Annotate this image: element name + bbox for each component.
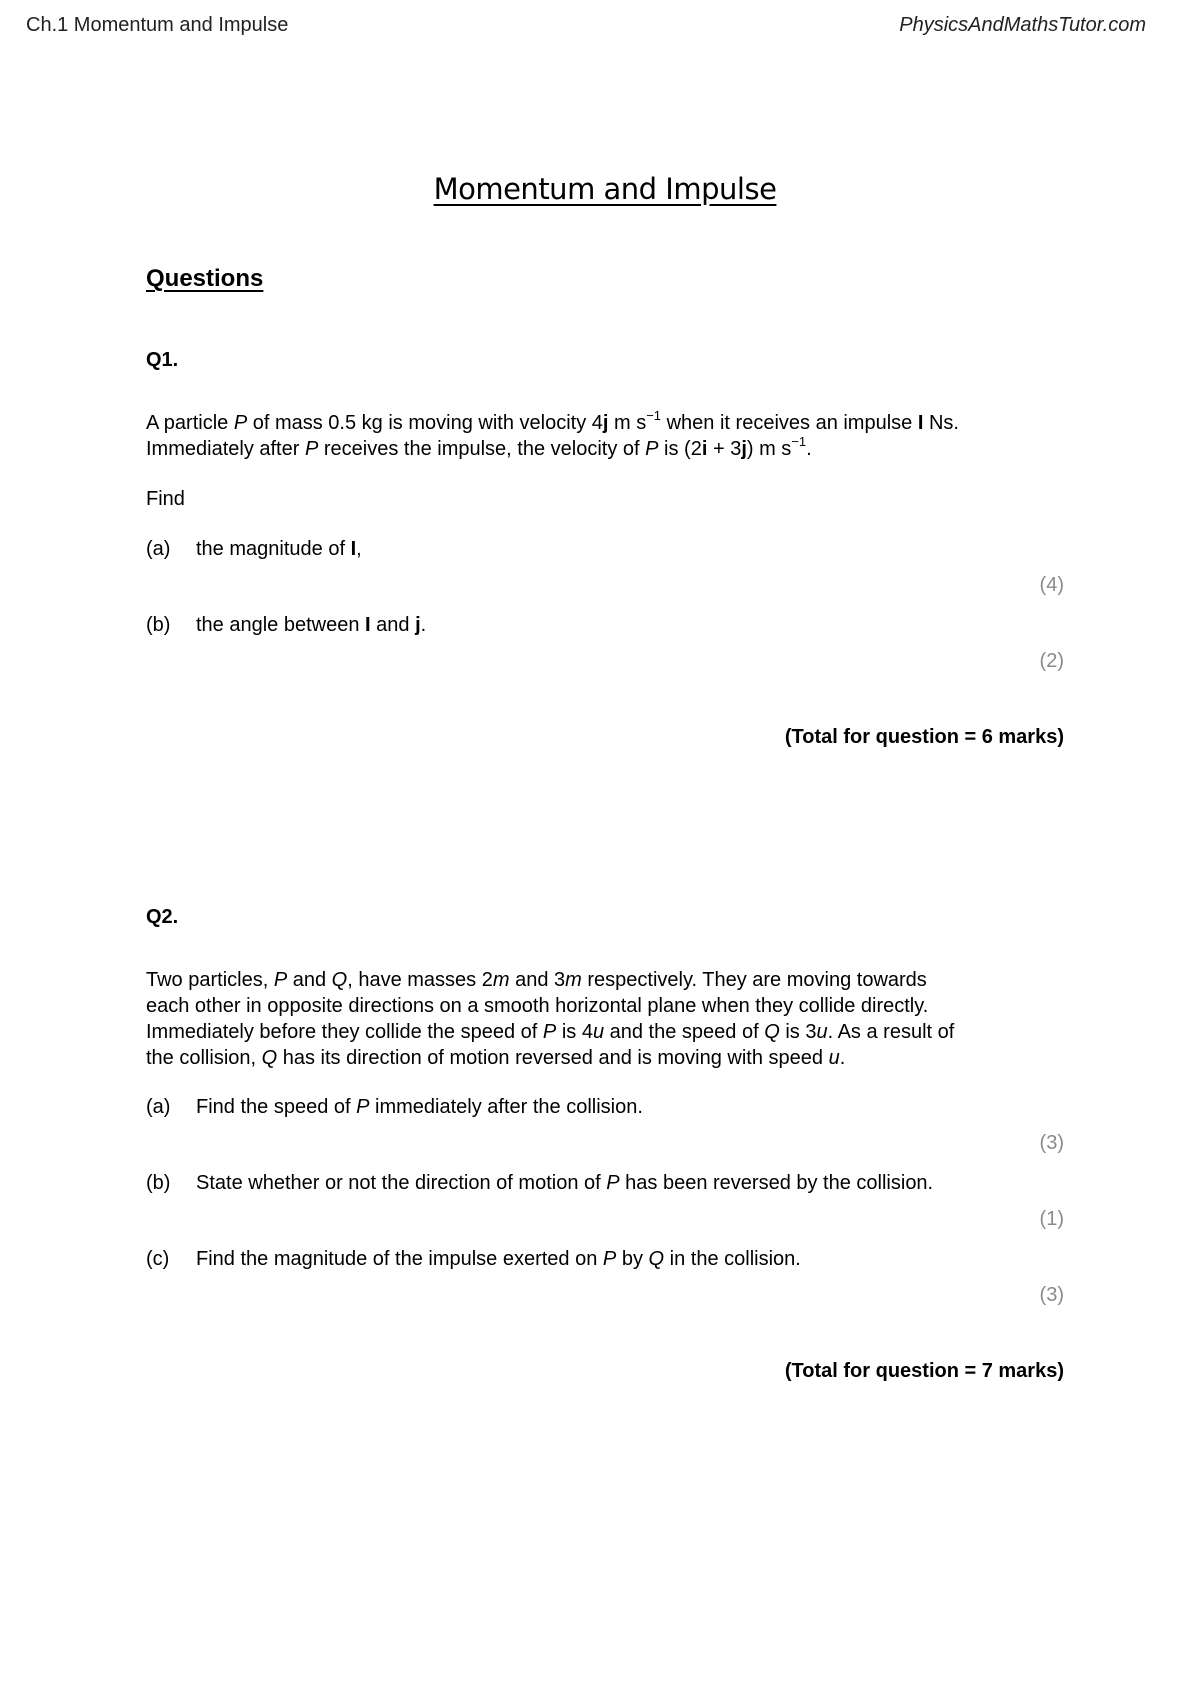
q1-number: Q1.: [146, 349, 179, 371]
q1-intro: A particle P of mass 0.5 kg is moving with velocity 4j m $s^{-1}$ when it receives an impulse I Ns. Immediately after P receives the impulse, the velocity of P is (2i + 3j) m $s^{-1}$.: [146, 408, 959, 460]
section-heading: Questions: [146, 265, 264, 292]
q1-part-b-marks: (2): [1039, 650, 1064, 672]
q1-part-a-marks: (4): [1039, 574, 1064, 596]
q2-part-b: (b) State whether or not the direction of motion of P has been reversed by the collision.: [146, 1172, 934, 1194]
q1-part-a: (a) the magnitude of I,: [146, 538, 362, 560]
q2-number: Q2.: [146, 906, 179, 928]
q2-part-b-marks: (1): [1039, 1208, 1064, 1230]
q2-part-c: (c) Find the magnitude of the impulse exerted on P by Q in the collision.: [146, 1248, 801, 1270]
q2-part-a-marks: (3): [1039, 1132, 1064, 1154]
q2-part-a: (a) Find the speed of P immediately after the collision.: [146, 1096, 643, 1118]
q1-part-b: (b) the angle between I and j.: [146, 614, 427, 636]
q2-total: (Total for question = 7 marks): [784, 1360, 1064, 1382]
header-site-label: PhysicsAndMathsTutor.com: [899, 14, 1146, 36]
q2-part-c-marks: (3): [1039, 1284, 1064, 1306]
q1-find-label: Find: [146, 488, 185, 510]
header-chapter-label: Ch.1 Momentum and Impulse: [26, 14, 289, 36]
q1-total: (Total for question = 6 marks): [784, 726, 1064, 748]
page-title: Momentum and Impulse: [433, 172, 777, 206]
q2-intro: Two particles, P and Q, have masses 2m and 3m respectively. They are moving towards each other in opposite directions on a smooth horizontal plane when they collide directly. Immediately before they collide the speed of P is 4u and the speed of Q is 3u. As a result of the collision, Q has its direction of motion reversed and is moving with speed u.: [146, 969, 955, 1069]
